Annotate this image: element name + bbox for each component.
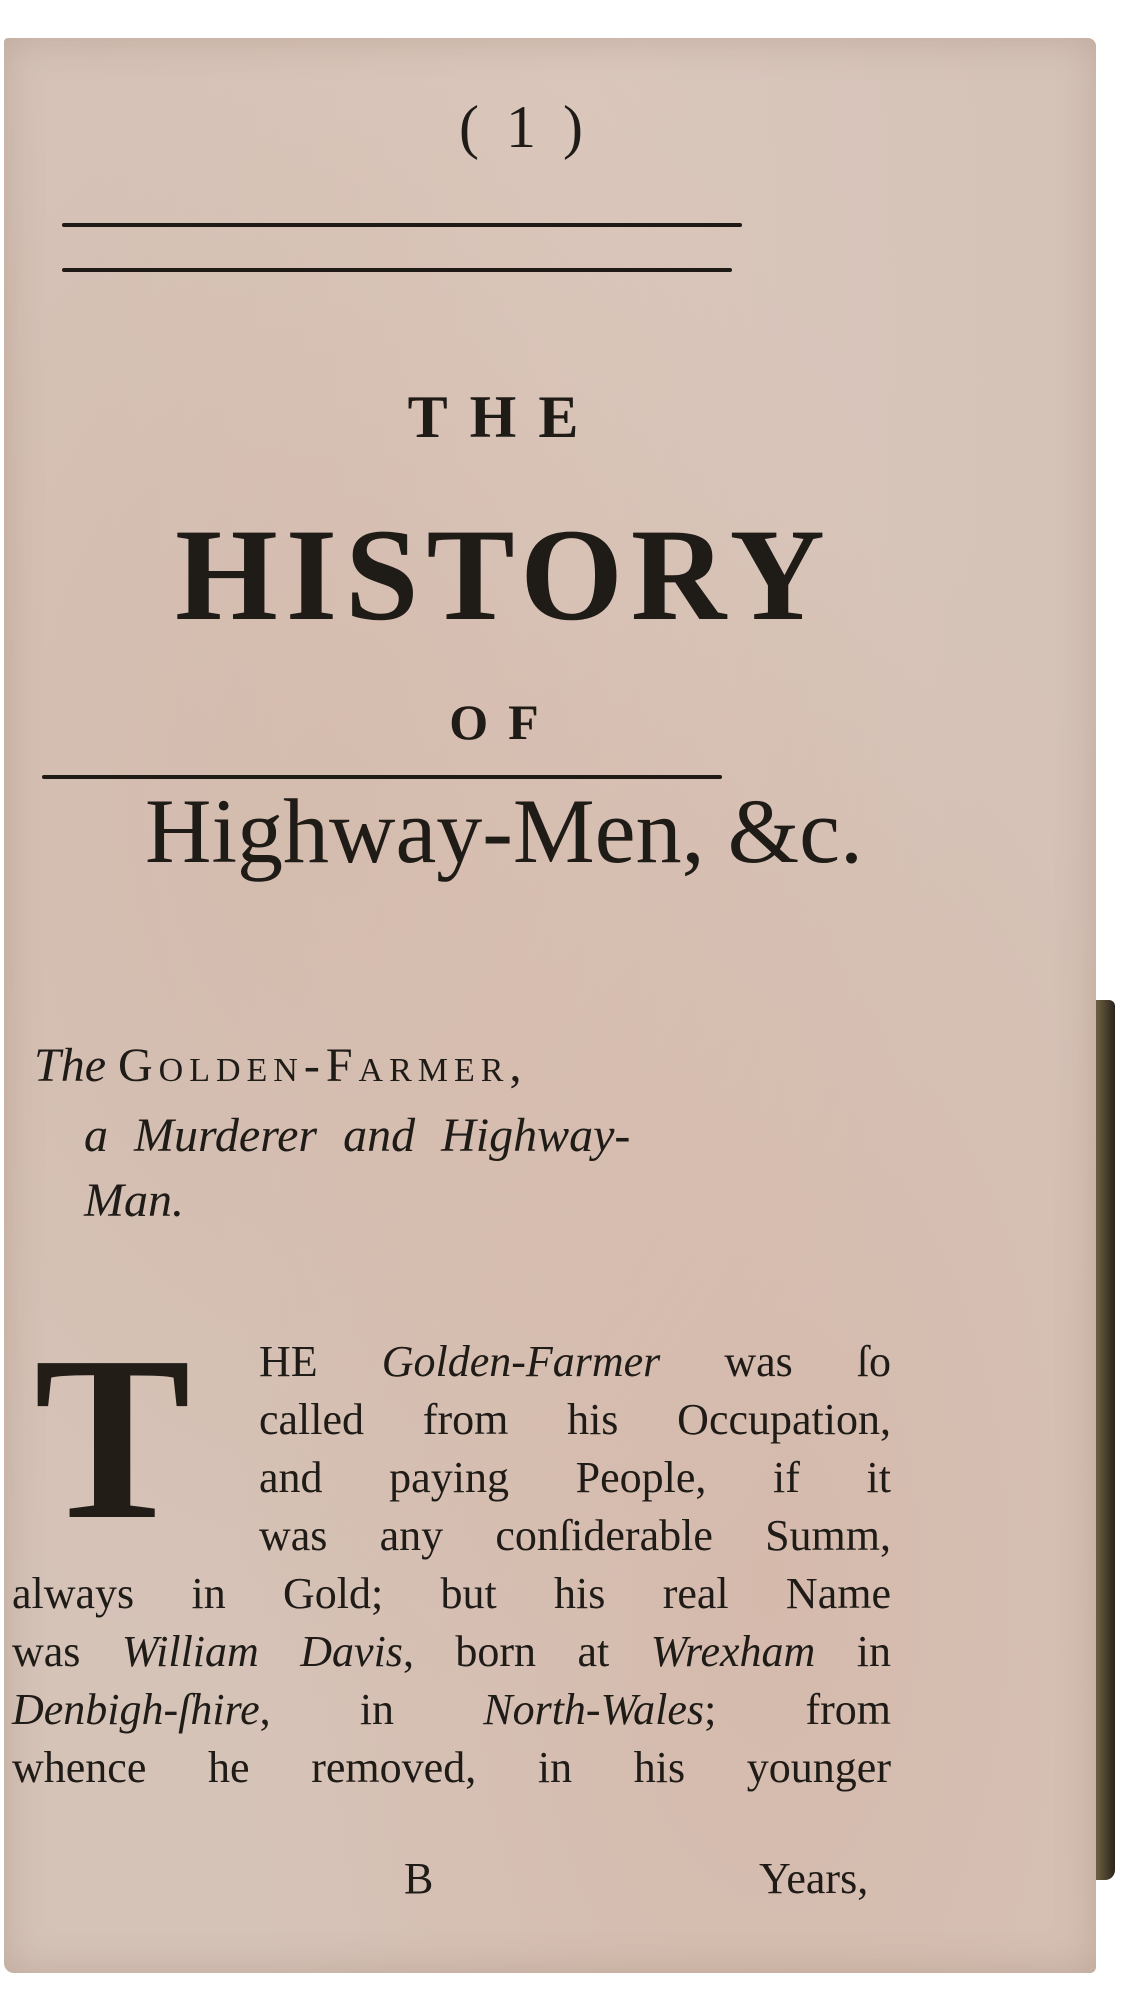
body-line-6 [12,1626,891,1677]
body-line-1-c: was ſo [660,1337,892,1386]
body-line-3: and paying People, if it [259,1453,891,1502]
body-line-1-a: HE [259,1337,382,1386]
body-line-6-d: Wrexham [650,1627,816,1676]
chapter-heading-line-2: a Murderer and Highway- [84,1109,631,1162]
body-line-2: called from his Occupation, [259,1395,891,1444]
drop-cap: T [34,1308,191,1568]
chapter-heading-golden-farmer: Golden-Farmer, [118,1039,528,1092]
body-line-8: whence he removed, in his younger [12,1743,891,1792]
body-line-7-c: North-Wales [483,1685,705,1734]
chapter-heading-line-3: Man. [84,1174,184,1227]
body-line-6-b: William Davis [121,1627,403,1676]
top-rule-1 [62,223,742,227]
body-line-1 [259,1336,891,1387]
body-line-6-a: was [12,1627,122,1676]
book-page [4,38,1096,1973]
title-the: THE [407,384,601,450]
middle-rule [42,775,722,779]
title-of: OF [449,694,559,750]
body-line-1-b: Golden-Farmer [381,1337,661,1386]
body-line-7-b: , in [259,1685,484,1734]
title-highway-men: Highway-Men, &c. [145,780,863,882]
body-line-7-a: Denbigh-ſhire [12,1685,260,1734]
body-line-7 [12,1684,891,1735]
title-history: HISTORY [175,501,833,648]
body-line-5: always in Gold; but his real Name [12,1569,891,1618]
body-line-7-d: ; from [704,1685,891,1734]
page-number: ( 1 ) [459,94,589,160]
signature-mark: B [404,1854,434,1903]
body-line-6-e: in [815,1627,892,1676]
catchword: Years, [759,1854,869,1903]
chapter-heading-the: The [34,1039,118,1092]
top-rule-2 [62,268,732,272]
chapter-heading-line-1 [34,1038,527,1093]
body-line-4: was any conſiderable Summ, [259,1511,891,1560]
body-line-6-c: , born at [402,1627,651,1676]
